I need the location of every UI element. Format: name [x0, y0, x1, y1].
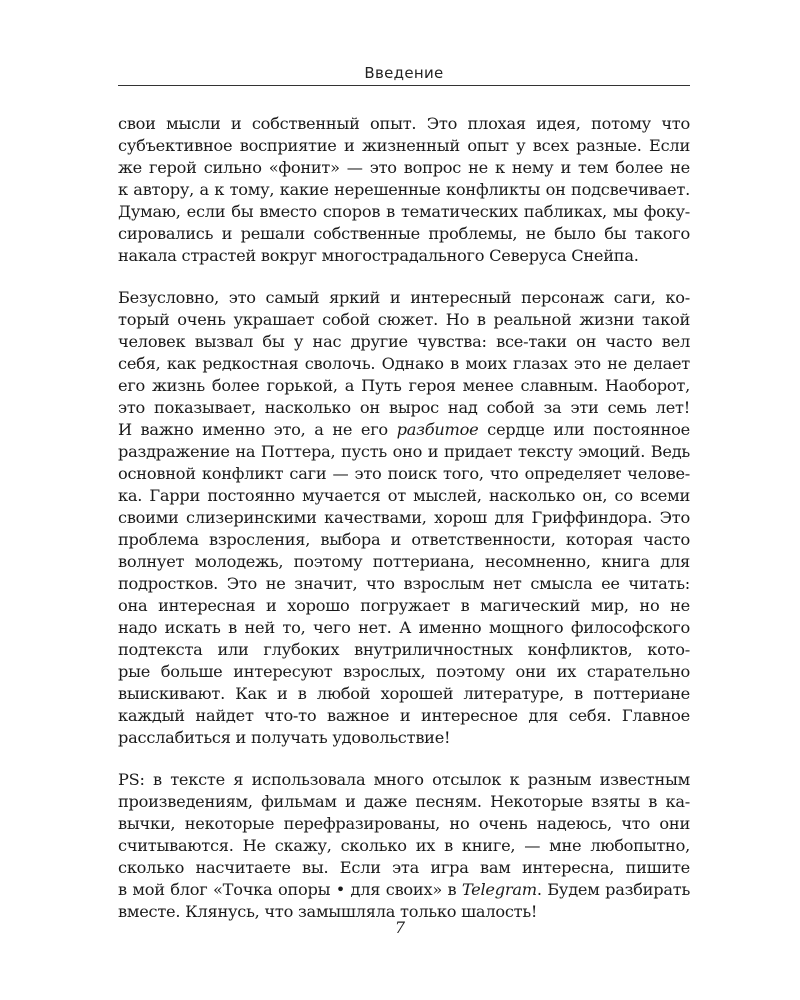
text-line: каждый найдет что-то важное и интересное для себя. Главное: [118, 706, 690, 725]
text-line: вместе. Клянусь, что замышляла только шалость!: [118, 902, 538, 921]
paragraph-3: [118, 769, 690, 923]
text-segment: И важно именно это, а не его: [118, 420, 397, 439]
header-rule: [118, 85, 690, 86]
text-line: PS: в тексте я использовала много отсылок к разным известным: [118, 770, 690, 789]
text-line: это показывает, насколько он вырос над собой за эти семь лет!: [118, 398, 690, 417]
text-line: волнует молодежь, поэтому поттериана, несомненно, книга для: [118, 552, 690, 571]
text-line: подростков. Это не значит, что взрослым нет смысла ее читать:: [118, 574, 690, 593]
emphasis-text: Telegram: [461, 880, 537, 899]
text-line: же герой сильно «фонит» — это вопрос не к нему и тем более не: [118, 158, 690, 177]
text-line: надо искать в ней то, чего нет. А именно мощного философского: [118, 618, 690, 637]
text-line: человек вызвал бы у нас другие чувства: все-таки он часто вел: [118, 332, 690, 351]
text-line: накала страстей вокруг многострадального Северуса Снейпа.: [118, 246, 639, 265]
text-line: считываются. Не скажу, сколько их в книге, — мне любопытно,: [118, 836, 690, 855]
text-line: сколько насчитаете вы. Если эта игра вам интересна, пишите: [118, 858, 690, 877]
page-number: 7: [394, 918, 406, 937]
text-line: ка. Гарри постоянно мучается от мыслей, насколько он, со всеми: [118, 486, 690, 505]
paragraph-1: [118, 113, 690, 267]
emphasis-text: разбитое: [396, 420, 479, 439]
text-line: она интересная и хорошо погружает в магический мир, но не: [118, 596, 690, 615]
text-segment: сердце или постоянное: [478, 420, 690, 439]
text-line-with-emphasis: [118, 879, 690, 901]
text-line: раздражение на Поттера, пусть оно и придает тексту эмоций. Ведь: [118, 442, 690, 461]
text-line: к автору, а к тому, какие нерешенные конфликты он подсвечивает.: [118, 180, 690, 199]
text-line: его жизнь более горькой, а Путь героя менее славным. Наоборот,: [118, 376, 690, 395]
text-line: сировались и решали собственные проблемы, не было бы такого: [118, 224, 690, 243]
text-line: Безусловно, это самый яркий и интересный персонаж саги, ко-: [118, 288, 690, 307]
text-line: рые больше интересуют взрослых, поэтому они их старательно: [118, 662, 690, 681]
text-line: проблема взросления, выбора и ответственности, которая часто: [118, 530, 690, 549]
text-line: свои мысли и собственный опыт. Это плохая идея, потому что: [118, 114, 690, 133]
body-text: [118, 113, 690, 943]
running-head: Введение: [364, 64, 444, 82]
text-line: расслабиться и получать удовольствие!: [118, 728, 451, 747]
text-segment: в мой блог «Точка опоры • для своих» в: [118, 880, 462, 899]
text-line: вычки, некоторые перефразированы, но очень надеюсь, что они: [118, 814, 690, 833]
text-line: себя, как редкостная сволочь. Однако в моих глазах это не делает: [118, 354, 690, 373]
text-line: основной конфликт саги — это поиск того, что определяет челове-: [118, 464, 690, 483]
text-line: Думаю, если бы вместо споров в тематических пабликах, мы фоку-: [118, 202, 690, 221]
text-line: торый очень украшает собой сюжет. Но в реальной жизни такой: [118, 310, 690, 329]
text-line: выискивают. Как и в любой хорошей литературе, в поттериане: [118, 684, 690, 703]
text-line: субъективное восприятие и жизненный опыт у всех разные. Если: [118, 136, 690, 155]
text-line-with-emphasis: [118, 419, 690, 441]
text-segment: . Будем разбирать: [536, 880, 691, 899]
text-line: подтекста или глубоких внутриличностных конфликтов, кото-: [118, 640, 690, 659]
text-line: произведениям, фильмам и даже песням. Некоторые взяты в ка-: [118, 792, 690, 811]
text-line: своими слизеринскими качествами, хорош для Гриффиндора. Это: [118, 508, 690, 527]
paragraph-2: [118, 287, 690, 749]
